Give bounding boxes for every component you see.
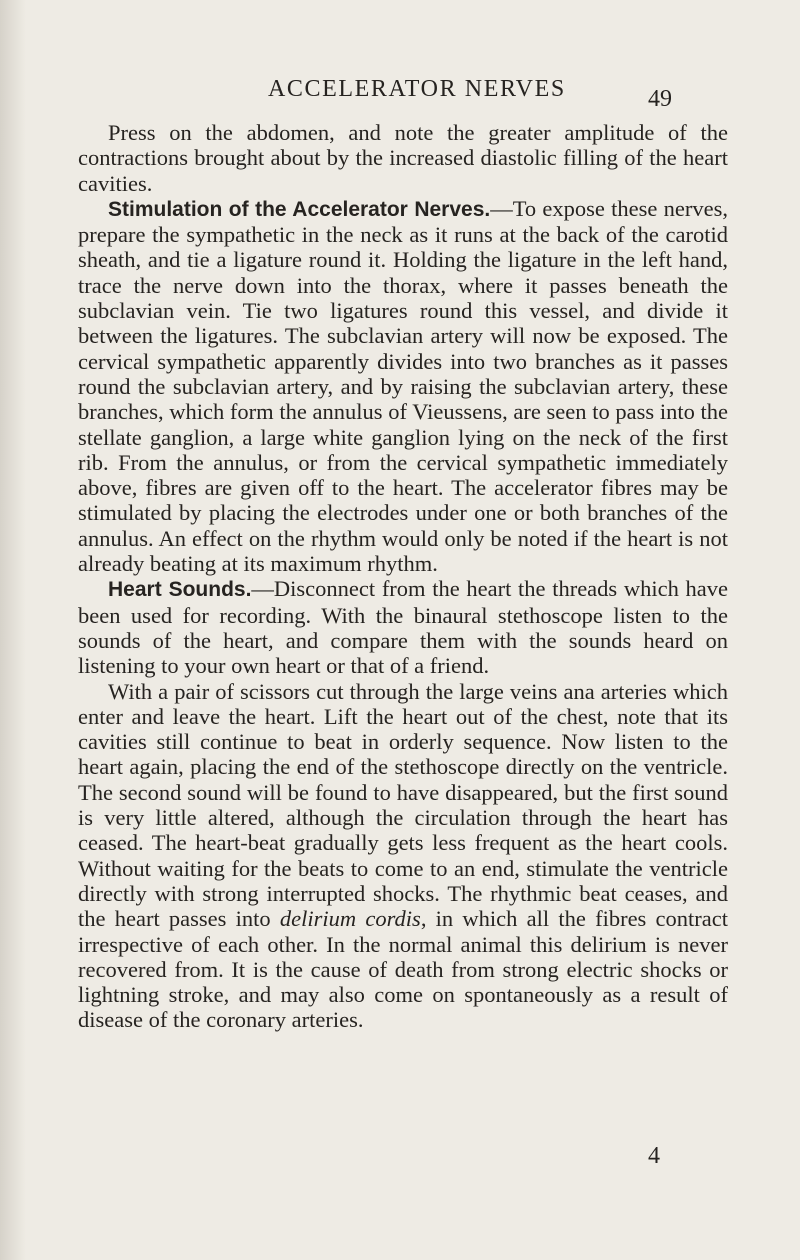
running-title: ACCELERATOR NERVES — [268, 76, 566, 102]
section-heading-accelerator: Stimulation of the Accelerator Nerves. — [108, 197, 491, 221]
paragraph-abdomen — [78, 120, 728, 196]
italic-term-delirium-cordis: delirium cordis — [279, 906, 421, 932]
paragraph-abdomen-text: Press on the abdomen, and note the greater amplitude of the contractions brought about by the increased diastolic filling of the heart cavities. — [78, 120, 728, 196]
page-edge-shadow — [0, 0, 26, 1260]
section-heading-heart-sounds: Heart Sounds. — [108, 578, 252, 602]
paragraph-heart-sounds-text: —Disconnect from the heart the threads which have been used for recording. With the binaural stethoscope listen to the sounds of the heart, and compare them with the sounds heard on listening to your own heart or that of a friend. — [78, 576, 728, 679]
paragraph-scissors-text-a: With a pair of scissors cut through the large veins ana arteries which enter and leave the heart. Lift the heart out of the chest, note that its cavities still continue to beat in orderly sequence. Now listen to the heart again, placing the end of the stethoscope directly on the ventricle. The second sound will be found to have disappeared, but the first sound is very little altered, although the circulation through the heart has ceased. The heart-beat gradually gets less frequent as the heart cools. Without waiting for the beats to come to an end, stimulate the ventricle directly with strong interrupted shocks. The rhythmic beat ceases, and the heart passes into — [78, 678, 728, 932]
signature-mark: 4 — [648, 1143, 660, 1169]
paragraph-accelerator-text: —To expose these nerves, prepare the sympathetic in the neck as it runs at the back of the carotid sheath, and tie a ligature round it. Holding the ligature in the left hand, trace the nerve down into the thorax, where it passes beneath the subclavian vein. Tie two ligatures round this vessel, and divide it between the ligatures. The subclavian artery will now be exposed. The cervical sympathetic apparently divides into two branches as it passes round the subclavian artery, and by raising the subclavian artery, these branches, which form the annulus of Vieussens, are seen to pass into the stellate ganglion, a large white ganglion lying on the neck of the first rib. From the annulus, or from the cervical sympathetic immediately above, fibres are given off to the heart. The accelerator fibres may be stimulated by placing the electrodes under one or both branches of the annulus. An effect on the rhythm would only be noted if the heart is not already beating at its maximum rhythm. — [78, 195, 728, 577]
paragraph-scissors — [78, 679, 728, 1033]
running-head — [0, 76, 800, 112]
page-number: 49 — [648, 86, 672, 112]
paragraph-scissors-text-b: , in which all the fibres contract irrespective of each other. In the normal animal this delirium is never recovered from. It is the cause of death from strong electric shocks or lightning stroke, and may also come on spontaneously as a result of disease of the coronary arteries. — [78, 906, 729, 1033]
body-text — [78, 120, 728, 1033]
paragraph-accelerator-nerves — [78, 196, 728, 576]
paragraph-heart-sounds — [78, 576, 728, 678]
